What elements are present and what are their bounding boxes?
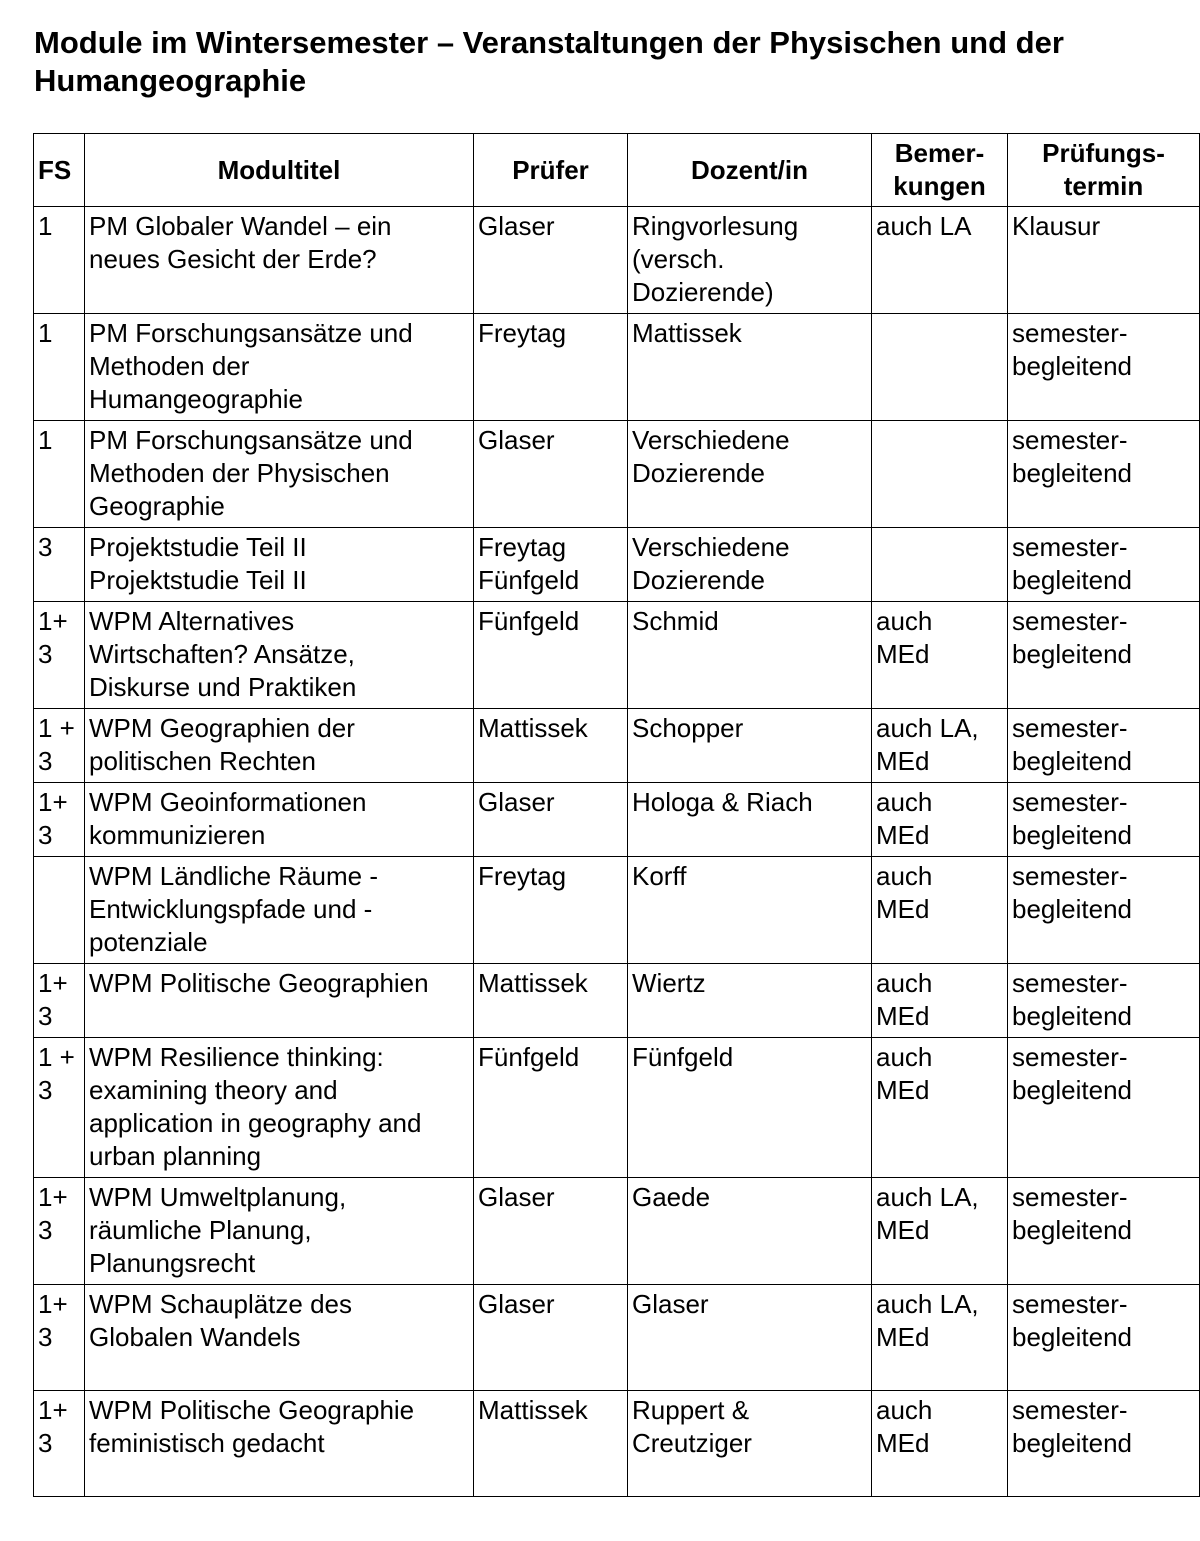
table-row [34, 857, 1200, 964]
cell-bemerkungen: auch LA, MEd [872, 709, 1008, 783]
cell-pruefer: Glaser [474, 421, 628, 528]
cell-pruefungstermin: semester- begleitend [1008, 1038, 1200, 1178]
cell-dozent: Korff [628, 857, 872, 964]
cell-bemerkungen: auch LA, MEd [872, 1285, 1008, 1391]
cell-pruefer: Mattissek [474, 1391, 628, 1497]
cell-fs: 1 [34, 207, 85, 314]
cell-modultitel: Projektstudie Teil II Projektstudie Teil II [85, 528, 474, 602]
cell-pruefungstermin: semester- begleitend [1008, 709, 1200, 783]
table-row [34, 964, 1200, 1038]
cell-bemerkungen: auch LA [872, 207, 1008, 314]
cell-modultitel: WPM Alternatives Wirtschaften? Ansätze, Diskurse und Praktiken [85, 602, 474, 709]
cell-bemerkungen: auch MEd [872, 783, 1008, 857]
table-header-row [34, 134, 1200, 207]
header-modultitel: Modultitel [85, 134, 474, 207]
cell-fs: 3 [34, 528, 85, 602]
cell-dozent: Schmid [628, 602, 872, 709]
cell-fs [34, 857, 85, 964]
cell-pruefungstermin: semester- begleitend [1008, 1285, 1200, 1391]
cell-modultitel: WPM Geographien der politischen Rechten [85, 709, 474, 783]
cell-modultitel: PM Forschungsansätze und Methoden der Humangeographie [85, 314, 474, 421]
cell-pruefungstermin: semester- begleitend [1008, 857, 1200, 964]
cell-pruefer: Fünfgeld [474, 602, 628, 709]
cell-pruefer: Mattissek [474, 709, 628, 783]
cell-fs: 1+ 3 [34, 783, 85, 857]
cell-fs: 1 + 3 [34, 709, 85, 783]
cell-modultitel: WPM Schauplätze des Globalen Wandels [85, 1285, 474, 1391]
cell-dozent: Verschiedene Dozierende [628, 421, 872, 528]
table-row [34, 709, 1200, 783]
cell-fs: 1+ 3 [34, 1391, 85, 1497]
cell-dozent: Mattissek [628, 314, 872, 421]
table-row [34, 1178, 1200, 1285]
cell-modultitel: WPM Resilience thinking: examining theory and application in geography and urban planning [85, 1038, 474, 1178]
header-dozent: Dozent/in [628, 134, 872, 207]
table-row [34, 314, 1200, 421]
cell-bemerkungen: auch MEd [872, 857, 1008, 964]
cell-modultitel: WPM Geoinformationen kommunizieren [85, 783, 474, 857]
cell-fs: 1 [34, 421, 85, 528]
cell-fs: 1+ 3 [34, 602, 85, 709]
cell-pruefungstermin: semester- begleitend [1008, 602, 1200, 709]
cell-modultitel: WPM Politische Geographie feministisch gedacht [85, 1391, 474, 1497]
table-row [34, 528, 1200, 602]
cell-bemerkungen [872, 314, 1008, 421]
cell-bemerkungen: auch LA, MEd [872, 1178, 1008, 1285]
cell-dozent: Gaede [628, 1178, 872, 1285]
cell-fs: 1+ 3 [34, 1285, 85, 1391]
cell-dozent: Ruppert & Creutziger [628, 1391, 872, 1497]
cell-fs: 1 + 3 [34, 1038, 85, 1178]
cell-pruefer: Glaser [474, 1285, 628, 1391]
cell-bemerkungen: auch MEd [872, 602, 1008, 709]
cell-pruefungstermin: semester- begleitend [1008, 528, 1200, 602]
header-bemerkungen: Bemer- kungen [872, 134, 1008, 207]
table-row [34, 421, 1200, 528]
cell-bemerkungen [872, 528, 1008, 602]
table-row [34, 1285, 1200, 1391]
table-row [34, 602, 1200, 709]
cell-bemerkungen: auch MEd [872, 1391, 1008, 1497]
header-pruefer: Prüfer [474, 134, 628, 207]
cell-fs: 1 [34, 314, 85, 421]
cell-dozent: Verschiedene Dozierende [628, 528, 872, 602]
cell-modultitel: WPM Politische Geographien [85, 964, 474, 1038]
table-row [34, 1391, 1200, 1497]
cell-dozent: Ringvorlesung (versch. Dozierende) [628, 207, 872, 314]
cell-pruefungstermin: semester- begleitend [1008, 964, 1200, 1038]
cell-pruefungstermin: semester- begleitend [1008, 314, 1200, 421]
cell-pruefer: Fünfgeld [474, 1038, 628, 1178]
cell-dozent: Fünfgeld [628, 1038, 872, 1178]
cell-pruefungstermin: semester- begleitend [1008, 783, 1200, 857]
table-row [34, 783, 1200, 857]
cell-fs: 1+ 3 [34, 1178, 85, 1285]
cell-dozent: Hologa & Riach [628, 783, 872, 857]
page-title: Module im Wintersemester – Veranstaltungen der Physischen und der Humangeographie [34, 25, 1064, 98]
cell-pruefungstermin: Klausur [1008, 207, 1200, 314]
cell-pruefer: Freytag Fünfgeld [474, 528, 628, 602]
header-pruefungstermin: Prüfungs- termin [1008, 134, 1200, 207]
cell-modultitel: PM Forschungsansätze und Methoden der Physischen Geographie [85, 421, 474, 528]
cell-pruefer: Freytag [474, 314, 628, 421]
table-row [34, 1038, 1200, 1178]
cell-bemerkungen [872, 421, 1008, 528]
table-row [34, 207, 1200, 314]
cell-pruefer: Freytag [474, 857, 628, 964]
cell-pruefungstermin: semester- begleitend [1008, 1391, 1200, 1497]
cell-pruefer: Mattissek [474, 964, 628, 1038]
cell-pruefungstermin: semester- begleitend [1008, 1178, 1200, 1285]
modules-table [33, 133, 1200, 1497]
cell-modultitel: WPM Ländliche Räume - Entwicklungspfade und - potenziale [85, 857, 474, 964]
cell-modultitel: WPM Umweltplanung, räumliche Planung, Planungsrecht [85, 1178, 474, 1285]
cell-dozent: Schopper [628, 709, 872, 783]
cell-modultitel: PM Globaler Wandel – ein neues Gesicht der Erde? [85, 207, 474, 314]
cell-bemerkungen: auch MEd [872, 1038, 1008, 1178]
cell-bemerkungen: auch MEd [872, 964, 1008, 1038]
cell-dozent: Glaser [628, 1285, 872, 1391]
cell-pruefer: Glaser [474, 207, 628, 314]
cell-pruefungstermin: semester- begleitend [1008, 421, 1200, 528]
cell-pruefer: Glaser [474, 1178, 628, 1285]
cell-pruefer: Glaser [474, 783, 628, 857]
cell-dozent: Wiertz [628, 964, 872, 1038]
header-fs: FS [34, 134, 85, 207]
cell-fs: 1+ 3 [34, 964, 85, 1038]
